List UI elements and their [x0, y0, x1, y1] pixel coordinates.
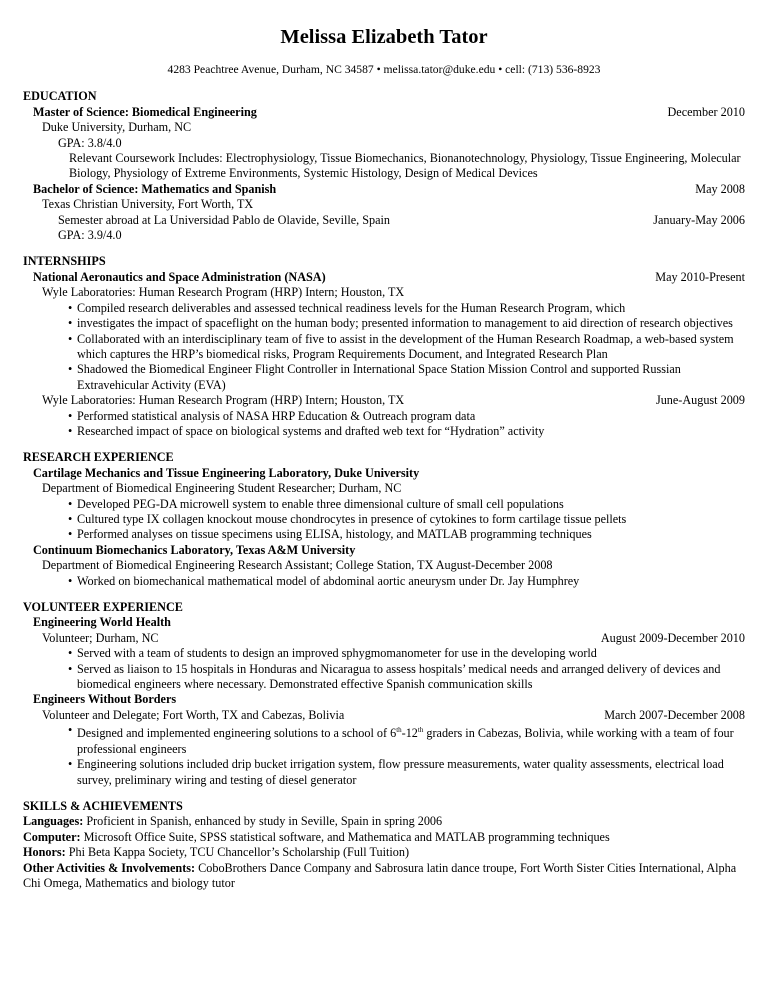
bullet-icon: •: [68, 423, 73, 438]
list-item: • Worked on biomechanical mathematical model of abdominal aortic aneurysm under Dr. Jay Humphrey: [68, 573, 580, 588]
bs-degree: Bachelor of Science: Mathematics and Spanish: [33, 181, 277, 196]
lab-1-name: Cartilage Mechanics and Tissue Engineering Laboratory, Duke University: [33, 465, 420, 480]
bullet-icon: •: [68, 316, 73, 331]
list-item: • Collaborated with an interdisciplinary team of five to assist in the development of the Human Research Roadmap, a web-based system which captures the HRP’s biomedical risks, Program Requirements Document, and Integrated Research Plan: [68, 331, 734, 361]
list-item: • investigates the impact of spaceflight on the human body; presented information to management to aid direction of research objectives: [68, 316, 733, 331]
volunteer-org-1: Engineering World Health: [33, 615, 171, 630]
intern-role-1: Wyle Laboratories: Human Research Program (HRP) Intern; Houston, TX: [42, 285, 405, 300]
bs-degree-row: [23, 182, 745, 197]
volunteer-org-2-role: Volunteer and Delegate; Fort Worth, TX and Cabezas, Bolivia: [42, 707, 345, 722]
bullet-icon: •: [68, 646, 73, 661]
list-item: • Performed statistical analysis of NASA HRP Education & Outreach program data: [68, 408, 476, 423]
honors-line: Honors: Phi Beta Kappa Society, TCU Chancellor’s Scholarship (Full Tuition): [23, 845, 410, 860]
bullet-icon: •: [68, 362, 73, 377]
languages-line: Languages: Proficient in Spanish, enhanced by study in Seville, Spain in spring 2006: [23, 814, 443, 829]
lab-2-name: Continuum Biomechanics Laboratory, Texas A&M University: [33, 542, 356, 557]
nasa-org: National Aeronautics and Space Administration (NASA): [33, 269, 326, 284]
volunteer-org-2: Engineers Without Borders: [33, 692, 177, 707]
bs-date: May 2008: [695, 181, 745, 196]
bullet-icon: •: [68, 331, 73, 346]
abroad-text: Semester abroad at La Universidad Pablo de Olavide, Seville, Spain: [58, 212, 391, 227]
lab-2-role: Department of Biomedical Engineering Research Assistant; College Station, TX August-December 2008: [42, 558, 553, 573]
bullet-icon: •: [68, 757, 73, 772]
list-item: • Cultured type IX collagen knockout mouse chondrocytes in presence of cytokines to form cartilage tissue pellets: [68, 511, 627, 526]
list-item: • Served with a team of students to design an improved sphygmomanometer for use in the developing world: [68, 646, 597, 661]
research-heading: RESEARCH EXPERIENCE: [23, 450, 174, 465]
resume-page: [23, 24, 745, 891]
ms-gpa: GPA: 3.8/4.0: [58, 135, 122, 150]
nasa-date: May 2010-Present: [655, 269, 745, 284]
ms-degree: Master of Science: Biomedical Engineering: [33, 104, 257, 119]
list-item: • Designed and implemented engineering solutions to a school of 6th-12th graders in Cabezas, Bolivia, while working with a team of four professional engineers: [68, 723, 734, 756]
nasa-row: [23, 270, 745, 285]
bullet-icon: •: [68, 723, 73, 738]
skills-section: [23, 799, 745, 891]
intern-role-2-date: June-August 2009: [655, 393, 745, 408]
bullet-icon: •: [68, 527, 73, 542]
list-item: • Researched impact of space on biological systems and drafted web text for “Hydration” activity: [68, 423, 545, 438]
list-item: • Served as liaison to 15 hospitals in Honduras and Nicaragua to assess hospitals’ medical needs and arranged delivery of devices and biomedical engineers where necessary. Demonstrated effective Spanish communication skills: [68, 661, 721, 692]
volunteer-org-2-date: March 2007-December 2008: [604, 707, 745, 722]
volunteer-org-1-role: Volunteer; Durham, NC: [42, 630, 159, 645]
volunteer-org-1-date: August 2009-December 2010: [600, 630, 745, 645]
ms-school: Duke University, Durham, NC: [42, 120, 192, 135]
list-item: • Engineering solutions included drip bucket irrigation system, flow pressure measurements, water quality assessments, electrical load survey, preliminary wiring and testing of diesel generator: [68, 757, 724, 787]
resume-name: Melissa Elizabeth Tator: [280, 26, 488, 48]
ms-degree-row: [23, 105, 745, 120]
ms-coursework: Relevant Coursework Includes: Electrophysiology, Tissue Biomechanics, Bionanotechnology, Physiology, Tissue Engineering, Molecular Biology, Physiology of Extreme Environments, Systemic Histology, Design of Medical Devices: [69, 151, 741, 181]
contact-line: 4283 Peachtree Avenue, Durham, NC 34587 • melissa.tator@duke.edu • cell: (713) 536-8923: [167, 63, 601, 76]
bullet-icon: •: [68, 496, 73, 511]
abroad-date: January-May 2006: [653, 212, 745, 227]
internships-heading: INTERNSHIPS: [23, 254, 106, 269]
list-item: • Performed analyses on tissue specimens using ELISA, histology, and MATLAB programming techniques: [68, 527, 592, 542]
list-item: • Shadowed the Biomedical Engineer Flight Controller in International Space Station Mission Control and supported Russian Extravehicular Activity (EVA): [68, 362, 681, 392]
list-item: • Compiled research deliverables and assessed technical readiness levels for the Human Research Program, which: [68, 300, 626, 315]
list-item: • Developed PEG-DA microwell system to enable three dimensional culture of small cell populations: [68, 496, 564, 511]
volunteer-heading: VOLUNTEER EXPERIENCE: [23, 600, 183, 614]
bullet-icon: •: [68, 511, 73, 526]
bs-gpa: GPA: 3.9/4.0: [58, 228, 122, 243]
lab-1-role: Department of Biomedical Engineering Student Researcher; Durham, NC: [42, 481, 402, 496]
bullet-icon: •: [68, 300, 73, 315]
education-heading: EDUCATION: [23, 89, 97, 104]
computer-line: Computer: Microsoft Office Suite, SPSS statistical software, and Mathematica and MATLAB programming techniques: [23, 829, 610, 844]
other-activities-line: Other Activities & Involvements: CoboBrothers Dance Company and Sabrosura latin dance troupe, Fort Worth Sister Cities International, Alpha Chi Omega, Mathematics and biology tutor: [23, 860, 737, 890]
bullet-icon: •: [68, 408, 73, 423]
intern-role-2: Wyle Laboratories: Human Research Program (HRP) Intern; Houston, TX: [42, 393, 405, 408]
intern-role-2-row: [23, 393, 745, 408]
volunteer-org-2-row: [23, 708, 745, 723]
skills-heading: SKILLS & ACHIEVEMENTS: [23, 798, 183, 813]
volunteer-org-1-row: [23, 631, 745, 646]
abroad-row: [23, 213, 745, 228]
ms-date: December 2010: [667, 104, 745, 119]
bs-school: Texas Christian University, Fort Worth, TX: [42, 197, 254, 212]
bullet-icon: •: [68, 573, 73, 588]
bullet-icon: •: [68, 661, 73, 676]
